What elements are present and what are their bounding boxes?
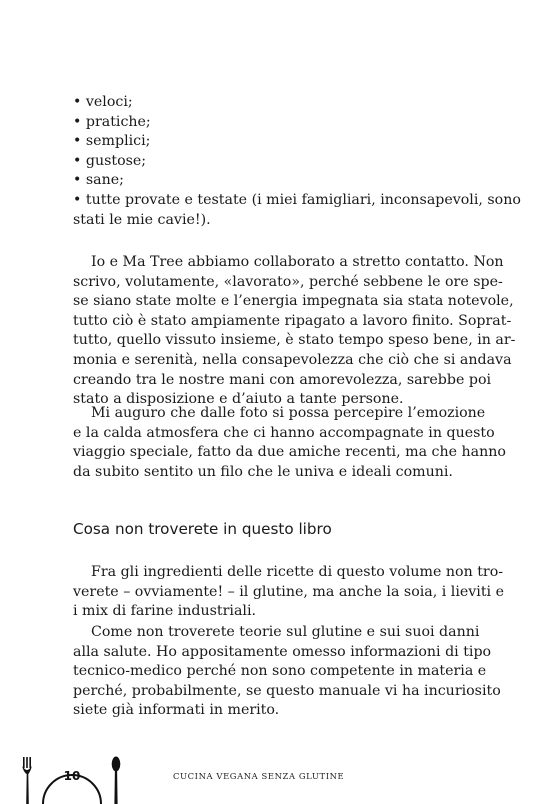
page-number: 10 bbox=[63, 769, 81, 783]
text-line: se siano state molte e l’energia impegnata sia stata notevole, bbox=[73, 293, 514, 310]
text-line: tutto, quello vissuto insieme, è stato tempo speso bene, in ar- bbox=[73, 332, 516, 349]
text-line: e la calda atmosfera che ci hanno accompagnate in questo bbox=[73, 424, 495, 441]
running-title: CUCINA VEGANA SENZA GLUTINE bbox=[173, 771, 345, 781]
text-line: tecnico-medico perché non sono competente in materia e bbox=[73, 663, 487, 680]
bullet-list bbox=[73, 93, 521, 230]
text-line: Come non troverete teorie sul glutine e sui suoi danni bbox=[91, 624, 480, 640]
section-heading: Cosa non troverete in questo libro bbox=[73, 520, 332, 538]
text-line: tutto ciò è stato ampiamente ripagato a lavoro finito. Soprat- bbox=[73, 312, 512, 329]
text-line: stato a disposizione e d’aiuto a tante persone. bbox=[73, 391, 404, 408]
list-item: • pratiche; bbox=[73, 113, 151, 130]
list-item: • veloci; bbox=[73, 94, 133, 110]
list-item: • gustose; bbox=[73, 152, 147, 169]
text-line: creando tra le nostre mani con amorevolezza, sarebbe poi bbox=[73, 371, 492, 388]
text-line: Mi auguro che dalle foto si possa percepire l’emozione bbox=[91, 405, 486, 421]
text-line: i mix di farine industriali. bbox=[73, 603, 256, 620]
text-line: viaggio speciale, fatto da due amiche recenti, ma che hanno bbox=[73, 444, 506, 461]
text-line: Fra gli ingredienti delle ricette di questo volume non tro- bbox=[91, 564, 504, 580]
list-item-continuation: stati le mie cavie!). bbox=[73, 211, 211, 228]
text-line: Io e Ma Tree abbiamo collaborato a stretto contatto. Non bbox=[91, 254, 504, 270]
text-line: scrivo, volutamente, «lavorato», perché sebbene le ore spe- bbox=[73, 273, 503, 290]
fork-icon bbox=[23, 757, 32, 804]
list-item: • sane; bbox=[73, 172, 124, 189]
paragraph-collaboration bbox=[73, 253, 516, 410]
text-line: siete già informati in merito. bbox=[73, 702, 280, 719]
paragraph-wishes bbox=[73, 404, 506, 482]
text-line: da subito sentito un filo che le univa e ideali comuni. bbox=[73, 463, 453, 480]
text-line: verete – ovviamente! – il glutine, ma anche la soia, i lieviti e bbox=[73, 583, 504, 600]
list-item: • tutte provate e testate (i miei famigliari, inconsapevoli, sono bbox=[73, 191, 521, 208]
spoon-icon bbox=[112, 757, 121, 804]
paragraph-theories bbox=[73, 623, 501, 721]
paragraph-ingredients bbox=[73, 563, 504, 622]
list-item: • semplici; bbox=[73, 133, 151, 150]
text-line: perché, probabilmente, se questo manuale vi ha incuriosito bbox=[73, 682, 501, 699]
text-line: monia e serenità, nella consapevolezza che ciò che si andava bbox=[73, 351, 512, 368]
text-line: alla salute. Ho appositamente omesso informazioni di tipo bbox=[73, 643, 492, 660]
